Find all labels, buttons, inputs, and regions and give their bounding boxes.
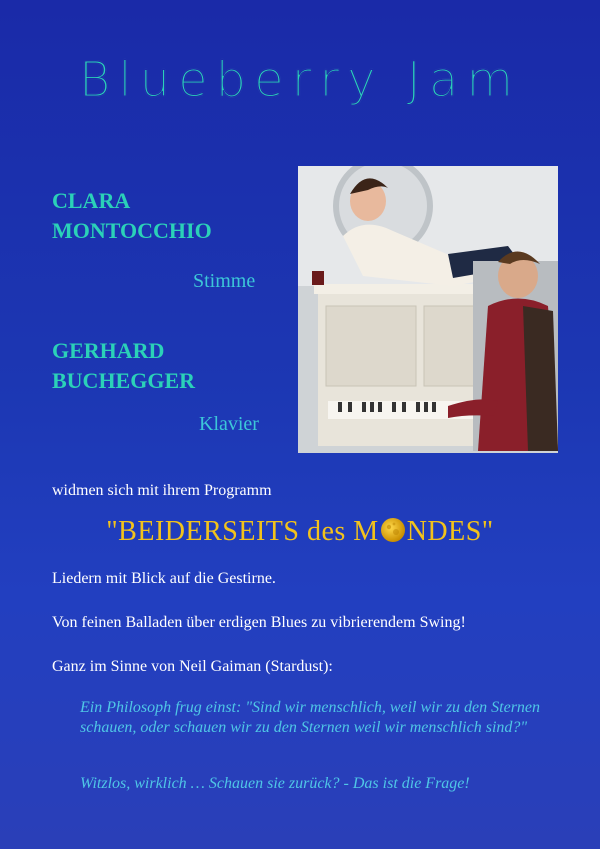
performer-1-role: Stimme bbox=[193, 270, 256, 292]
performers-photo bbox=[298, 166, 558, 453]
performer-2-role: Klavier bbox=[199, 413, 259, 435]
program-title bbox=[0, 516, 600, 548]
closing-quote: Witzlos, wirklich … Schauen sie zurück? - Das ist die Frage! bbox=[80, 775, 470, 792]
moon-icon bbox=[380, 517, 406, 543]
intro-text: widmen sich mit ihrem Programm bbox=[52, 482, 272, 499]
line-1: Liedern mit Blick auf die Gestirne. bbox=[52, 570, 276, 587]
program-title-part1: "BEIDERSEITS des M bbox=[106, 516, 379, 547]
poster-title: Blueberry Jam bbox=[78, 52, 522, 108]
philosopher-quote: Ein Philosoph frug einst: "Sind wir menschlich, weil wir zu den Sternen schauen, oder schauen wir zu den Sternen weil wir menschlich sind?" bbox=[80, 699, 541, 736]
program-title-part2: NDES" bbox=[406, 516, 494, 547]
performer-1-last-name: MONTOCCHIO bbox=[52, 218, 212, 243]
performer-2-first-name: GERHARD bbox=[52, 338, 165, 363]
performer-2-last-name: BUCHEGGER bbox=[52, 368, 196, 393]
performer-1-first-name: CLARA bbox=[52, 188, 131, 213]
line-2: Von feinen Balladen über erdigen Blues zu vibrierendem Swing! bbox=[52, 614, 466, 631]
performer-1-name bbox=[52, 186, 212, 246]
performer-2-name bbox=[52, 336, 195, 396]
line-3: Ganz im Sinne von Neil Gaiman (Stardust): bbox=[52, 658, 333, 675]
